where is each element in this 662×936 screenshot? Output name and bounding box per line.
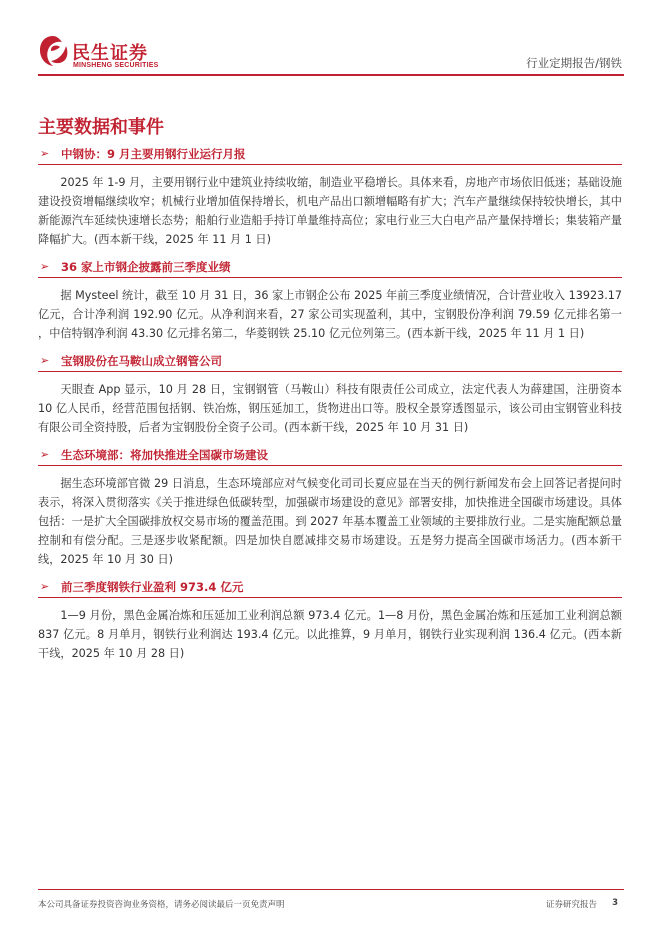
news-item-body: 天眼查 App 显示，10 月 28 日，宝钢钢管（马鞍山）科技有限责任公司成立，法定代表人为薛建国，注册资本 10 亿人民币，经营范围包括钢、铁冶炼，钢压延加工，货物进出口等。股权全景穿透图显示，该公司由宝钢管业科技有限公司全资持股，后者为宝钢股份全资子公司。(西本新干线，2025 年 10 月 31 日) [38,383,622,434]
footer-report-type: 证券研究报告 [545,900,597,910]
news-item-header [38,576,622,598]
news-item-title: 前三季度钢铁行业盈利 973.4 亿元 [61,579,244,594]
news-item [38,444,622,569]
news-list [38,143,622,670]
news-item-title: 36 家上市钢企披露前三季度业绩 [61,259,231,274]
news-item-body: 2025 年 1-9 月，主要用钢行业中建筑业持续收缩，制造业平稳增长。具体来看，房地产市场依旧低迷；基础设施建设投资增幅继续收窄；机械行业增加值保持增长，机电产品出口额增幅略有扩大；汽车产量继续保持较快增长，其中新能源汽车延续快速增长态势；船舶行业造船手持订单量维持高位；家电行业三大白电产品产量保持增长；集装箱产量降幅扩大。(西本新干线，2025 年 11 月 1 日) [38,176,622,246]
logo-chinese-name: 民生证券 [72,43,148,64]
company-logo [38,34,188,72]
news-item [38,350,622,437]
arrow-bullet-icon: ➢ [40,260,50,273]
logo-english-name: MINSHENG SECURITIES [73,62,159,69]
news-item-title: 宝钢股份在马鞍山成立钢管公司 [61,353,222,368]
report-category: 行业定期报告/钢铁 [526,56,622,70]
news-item-header [38,256,622,278]
arrow-bullet-icon: ➢ [40,147,50,160]
arrow-bullet-icon: ➢ [40,448,50,461]
section-title: 主要数据和事件 [38,117,164,138]
footer-divider [38,889,624,890]
news-item-body: 1—9 月份，黑色金属冶炼和压延加工业利润总额 973.4 亿元。1—8 月份，黑色金属冶炼和压延加工业利润总额 837 亿元。8 月单月，钢铁行业利润达 193.4 亿元。以此推算，9 月单月，钢铁行业实现利润 136.4 亿元。(西本新干线，2025 年 10 月 28 日) [38,609,622,660]
page-number: 3 [612,898,618,908]
news-item [38,256,622,343]
arrow-bullet-icon: ➢ [40,580,50,593]
news-item-title: 中钢协：9 月主要用钢行业运行月报 [61,146,246,161]
news-item-title: 生态环境部：将加快推进全国碳市场建设 [61,447,268,462]
news-item-header [38,143,622,165]
arrow-bullet-icon: ➢ [40,354,50,367]
news-item [38,576,622,663]
news-item-body: 据生态环境部官微 29 日消息，生态环境部应对气候变化司司长夏应显在当天的例行新闻发布会上回答记者提问时表示，将深入贯彻落实《关于推进绿色低碳转型，加强碳市场建设的意见》部署安排，加快推进全国碳市场建设。具体包括：一是扩大全国碳排放权交易市场的覆盖范围。到 2027 年基本覆盖工业领域的主要排放行业。二是实施配额总量控制和有偿分配。三是逐步收紧配额。四是加快自愿减排交易市场建设。五是努力提高全国碳市场活力。(西本新干线，2025 年 10 月 30 日) [38,477,622,566]
minsheng-logo-icon [38,34,68,68]
news-item-header [38,350,622,372]
news-item-body: 据 Mysteel 统计，截至 10 月 31 日，36 家上市钢企公布 2025 年前三季度业绩情况，合计营业收入 13923.17 亿元，合计净利润 192.90 亿元。从净利润来看，27 家公司实现盈利，其中，宝钢股份净利润 79.59 亿元排名第一 ，中信特钢净利润 43.30 亿元排名第二，华菱钢铁 25.10 亿元位列第三。(西本新干线，2025 年 11 月 1 日) [38,289,622,340]
header-divider [38,74,624,76]
news-item-header [38,444,622,466]
footer-disclaimer: 本公司具备证券投资咨询业务资格，请务必阅读最后一页免责声明 [38,900,285,910]
news-item [38,143,622,249]
